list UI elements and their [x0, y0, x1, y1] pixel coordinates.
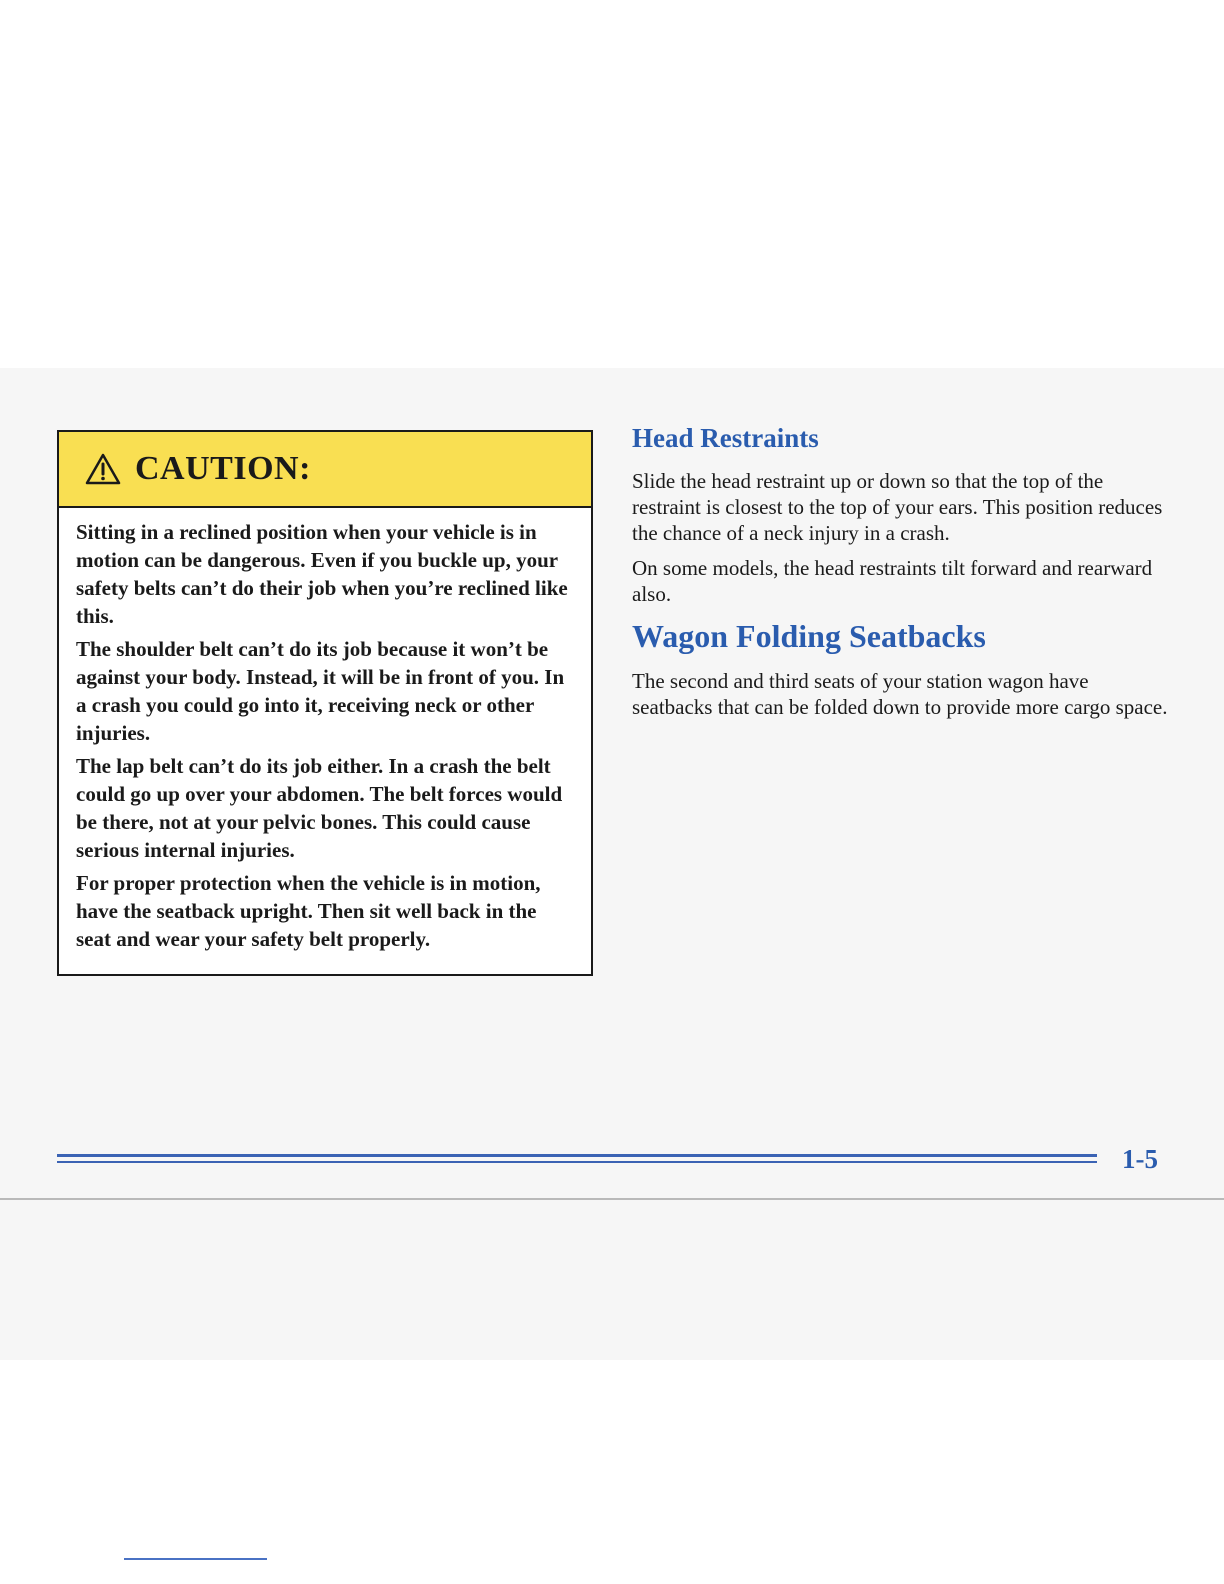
head-restraints-paragraph: On some models, the head restraints tilt forward and rearward also.: [632, 556, 1153, 606]
caution-title: CAUTION:: [135, 450, 311, 487]
warning-triangle-icon: [85, 453, 121, 485]
link-underline: [124, 1558, 267, 1560]
caution-box: [57, 430, 593, 976]
page-number: 1-5: [1122, 1144, 1158, 1174]
caution-paragraph: The shoulder belt can’t do its job because it won’t be against your body. Instead, it will be in front of you. In a crash you could go into it, receiving neck or other injuries.: [76, 637, 565, 745]
head-restraints-paragraph: Slide the head restraint up or down so that the top of the restraint is closest to the top of your ears. This position reduces the chance of a neck injury in a crash.: [632, 469, 1163, 545]
wagon-seatbacks-heading: Wagon Folding Seatbacks: [632, 618, 986, 654]
right-column: [632, 420, 1172, 729]
caution-paragraph: Sitting in a reclined position when your vehicle is in motion can be dangerous. Even if you buckle up, your safety belts can’t do their job when you’re reclined like this.: [76, 520, 568, 628]
footer-rule: [57, 1161, 1097, 1163]
caution-paragraph: The lap belt can’t do its job either. In a crash the belt could go up over your abdomen. The belt forces would be there, not at your pelvic bones. This could cause serious internal injuries.: [76, 754, 563, 862]
wagon-seatbacks-paragraph: The second and third seats of your station wagon have seatbacks that can be folded down to provide more cargo space.: [632, 669, 1168, 719]
caution-body: [59, 508, 591, 953]
footer-rule: [57, 1154, 1097, 1157]
caution-header: [59, 432, 591, 508]
head-restraints-heading: Head Restraints: [632, 423, 819, 453]
caution-paragraph: For proper protection when the vehicle is in motion, have the seatback upright. Then sit well back in the seat and wear your safety belt properly.: [76, 871, 541, 951]
page-divider: [0, 1198, 1224, 1200]
